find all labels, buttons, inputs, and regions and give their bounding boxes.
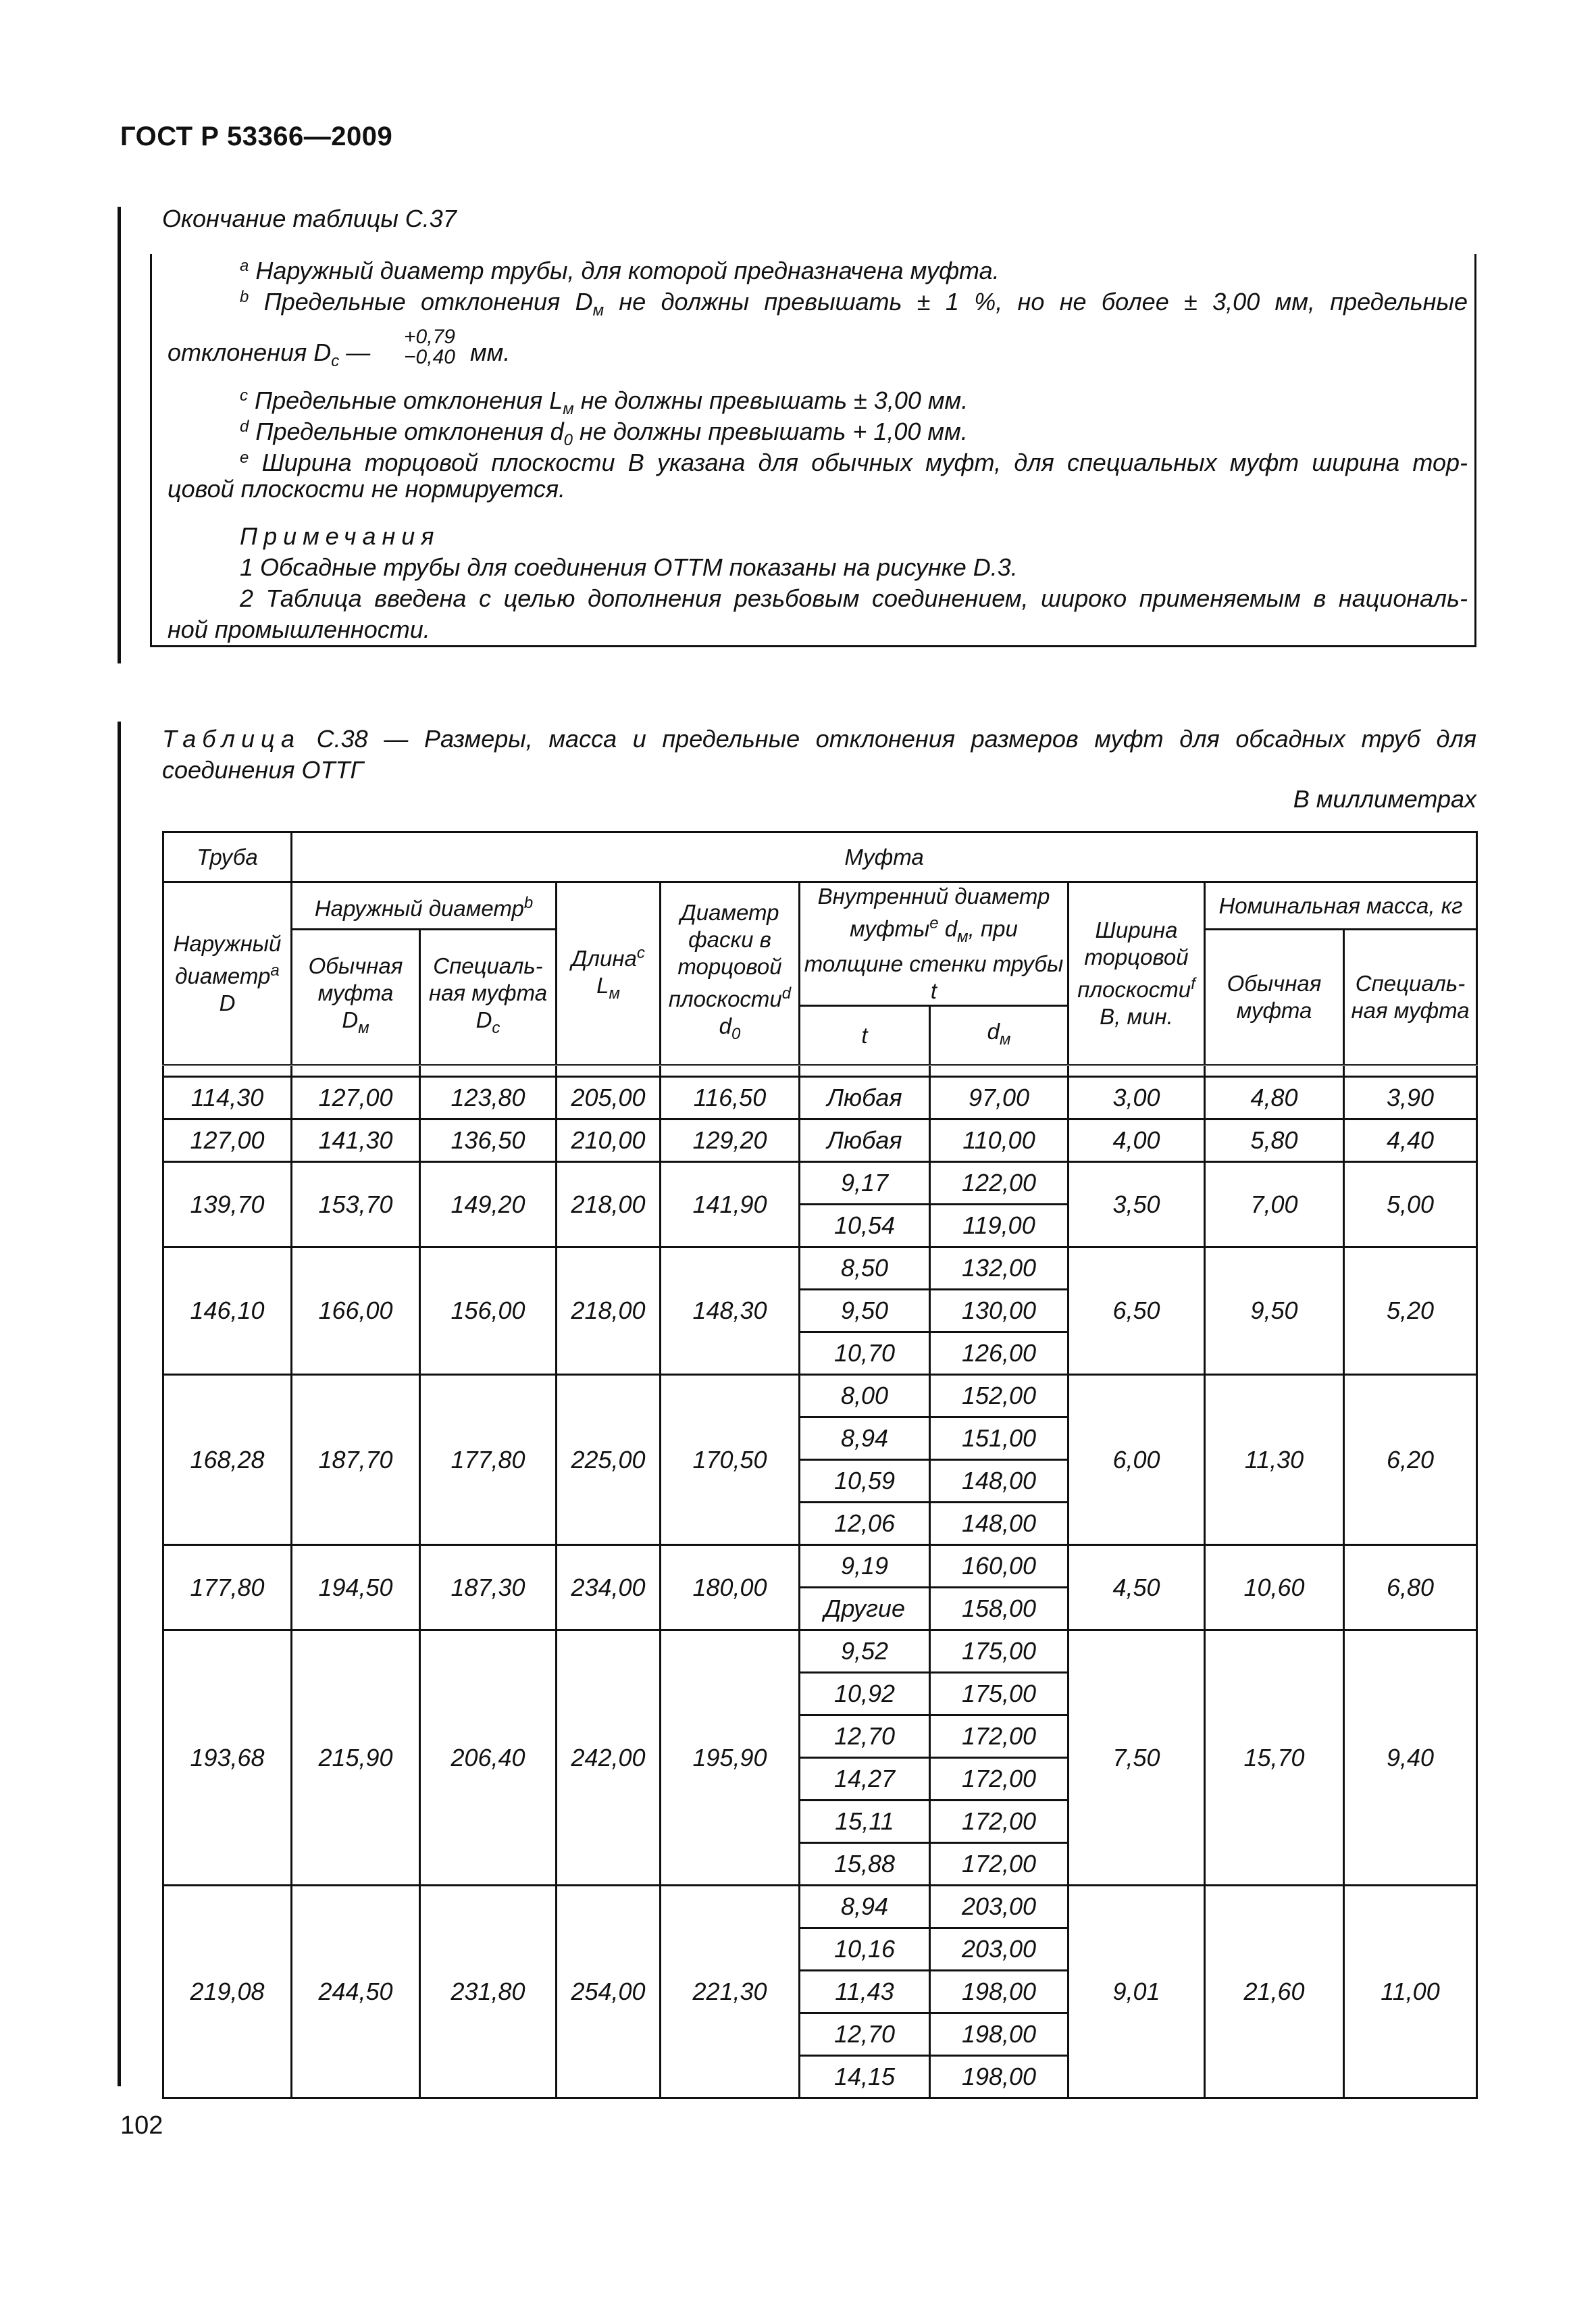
cell-pipe-od: 219,08 — [163, 1886, 292, 2098]
cell-wall-thickness: 8,00 — [800, 1375, 930, 1417]
cell-inner-diameter: 126,00 — [930, 1332, 1069, 1375]
change-bar-top — [118, 207, 121, 663]
cell-mass-special: 4,40 — [1344, 1120, 1477, 1162]
cell-coupling-od-regular: 215,90 — [292, 1630, 420, 1886]
header-mass-regular: Обычная муфта — [1205, 930, 1344, 1065]
cell-wall-thickness: 9,19 — [800, 1545, 930, 1588]
table-row — [163, 1545, 1477, 1588]
cell-end-face-width: 4,00 — [1069, 1120, 1205, 1162]
cell-mass-special: 5,00 — [1344, 1162, 1477, 1247]
footnote-c: $^c$ Предельные отклонения $L_м$ не должны превышать ± 3,00 мм. — [240, 386, 969, 418]
cell-end-face-width: 9,01 — [1069, 1886, 1205, 2098]
cell-length: 218,00 — [557, 1247, 661, 1375]
footnote-b: $^b$ Предельные отклонения $D_м$ не должны превышать ± 1 %, но не более ± 3,00 мм, предельные — [240, 288, 1468, 320]
cell-inner-diameter: 119,00 — [930, 1205, 1069, 1247]
cell-mass-regular: 11,30 — [1205, 1375, 1344, 1545]
cell-coupling-od-regular: 166,00 — [292, 1247, 420, 1375]
cell-pipe-od: 193,68 — [163, 1630, 292, 1886]
footnote-a: $^a$ Наружный диаметр трубы, для которой предназначена муфта. — [240, 257, 1000, 284]
cell-wall-thickness: Любая — [800, 1077, 930, 1120]
cell-coupling-od-regular: 127,00 — [292, 1077, 420, 1120]
cell-wall-thickness: Любая — [800, 1120, 930, 1162]
units-label: В миллиметрах — [1293, 785, 1476, 813]
cell-pipe-od: 127,00 — [163, 1120, 292, 1162]
cell-length: 210,00 — [557, 1120, 661, 1162]
cell-wall-thickness: 15,88 — [800, 1843, 930, 1886]
cell-chamfer-diameter: 195,90 — [661, 1630, 800, 1886]
cell-inner-diameter: 172,00 — [930, 1801, 1069, 1843]
header-wall-thickness: t — [800, 1006, 930, 1065]
cell-mass-special: 9,40 — [1344, 1630, 1477, 1886]
cell-inner-diameter: 198,00 — [930, 2056, 1069, 2098]
cell-coupling-od-special: 187,30 — [420, 1545, 557, 1630]
cell-inner-diameter: 148,00 — [930, 1503, 1069, 1545]
table-header — [163, 832, 1477, 1077]
table-row — [163, 1077, 1477, 1120]
cell-inner-diameter: 160,00 — [930, 1545, 1069, 1588]
cell-inner-diameter: 130,00 — [930, 1290, 1069, 1332]
cell-wall-thickness: 9,52 — [800, 1630, 930, 1673]
cell-chamfer-diameter: 180,00 — [661, 1545, 800, 1630]
cell-inner-diameter: 203,00 — [930, 1928, 1069, 1971]
header-pipe: Труба — [163, 832, 292, 882]
cell-inner-diameter: 151,00 — [930, 1417, 1069, 1460]
cell-coupling-od-special: 123,80 — [420, 1077, 557, 1120]
cell-length: 225,00 — [557, 1375, 661, 1545]
header-mass-special: Специаль-ная муфта — [1344, 930, 1477, 1065]
cell-wall-thickness: 12,06 — [800, 1503, 930, 1545]
header-nominal-mass: Номинальная масса, кг — [1205, 882, 1477, 930]
cell-inner-diameter: 152,00 — [930, 1375, 1069, 1417]
cell-mass-regular: 7,00 — [1205, 1162, 1344, 1247]
cell-end-face-width: 7,50 — [1069, 1630, 1205, 1886]
cell-inner-diameter: 148,00 — [930, 1460, 1069, 1503]
cell-end-face-width: 3,00 — [1069, 1077, 1205, 1120]
cell-inner-diameter: 158,00 — [930, 1588, 1069, 1630]
cell-pipe-od: 114,30 — [163, 1077, 292, 1120]
cell-inner-diameter: 172,00 — [930, 1843, 1069, 1886]
cell-mass-regular: 15,70 — [1205, 1630, 1344, 1886]
cell-coupling-od-special: 156,00 — [420, 1247, 557, 1375]
cell-wall-thickness: 10,54 — [800, 1205, 930, 1247]
header-coupling-od: Наружный диаметр$^b$ — [292, 882, 557, 930]
header-regular-coupling: Обычная муфта $D_м$ — [292, 930, 420, 1065]
page-number: 102 — [120, 2111, 163, 2140]
table-caption: Таблица С.38 — Размеры, масса и предельные отклонения размеров муфт для обсадных труб для — [162, 725, 1476, 753]
footnote-e-continued: цовой плоскости не нормируется. — [168, 475, 566, 503]
cell-wall-thickness: 8,50 — [800, 1247, 930, 1290]
cell-coupling-od-special: 177,80 — [420, 1375, 557, 1545]
cell-pipe-od: 146,10 — [163, 1247, 292, 1375]
cell-coupling-od-special: 231,80 — [420, 1886, 557, 2098]
cell-inner-diameter: 172,00 — [930, 1758, 1069, 1801]
cell-chamfer-diameter: 141,90 — [661, 1162, 800, 1247]
table-row — [163, 1375, 1477, 1417]
cell-pipe-od: 168,28 — [163, 1375, 292, 1545]
cell-inner-diameter: 203,00 — [930, 1886, 1069, 1928]
cell-wall-thickness: Другие — [800, 1588, 930, 1630]
table-row — [163, 1120, 1477, 1162]
table-row — [163, 1630, 1477, 1673]
table-row — [163, 1162, 1477, 1205]
table-body — [163, 1077, 1477, 2098]
cell-coupling-od-regular: 141,30 — [292, 1120, 420, 1162]
cell-length: 242,00 — [557, 1630, 661, 1886]
cell-wall-thickness: 10,70 — [800, 1332, 930, 1375]
cell-inner-diameter: 132,00 — [930, 1247, 1069, 1290]
cell-chamfer-diameter: 116,50 — [661, 1077, 800, 1120]
cell-inner-diameter: 175,00 — [930, 1630, 1069, 1673]
cell-end-face-width: 3,50 — [1069, 1162, 1205, 1247]
cell-coupling-od-regular: 244,50 — [292, 1886, 420, 2098]
table-caption-continued: соединения ОТТГ — [162, 756, 364, 784]
cell-coupling-od-special: 149,20 — [420, 1162, 557, 1247]
cell-wall-thickness: 15,11 — [800, 1801, 930, 1843]
cell-chamfer-diameter: 148,30 — [661, 1247, 800, 1375]
header-dm: $d_м$ — [930, 1006, 1069, 1065]
cell-chamfer-diameter: 170,50 — [661, 1375, 800, 1545]
header-length: Длина$^c$ $L_м$ — [557, 882, 661, 1065]
cell-mass-regular: 9,50 — [1205, 1247, 1344, 1375]
cell-end-face-width: 4,50 — [1069, 1545, 1205, 1630]
header-pipe-od: Наружный диаметр$^a$ D — [163, 882, 292, 1065]
cell-inner-diameter: 175,00 — [930, 1673, 1069, 1715]
cell-coupling-od-regular: 187,70 — [292, 1375, 420, 1545]
cell-wall-thickness: 9,17 — [800, 1162, 930, 1205]
change-bar-bottom — [118, 722, 121, 2086]
cell-wall-thickness: 12,70 — [800, 1715, 930, 1758]
cell-coupling-od-special: 136,50 — [420, 1120, 557, 1162]
document-code: ГОСТ Р 53366—2009 — [120, 122, 393, 151]
cell-mass-special: 5,20 — [1344, 1247, 1477, 1375]
note-2-continued: ной промышленности. — [168, 615, 430, 643]
cell-wall-thickness: 10,16 — [800, 1928, 930, 1971]
cell-mass-regular: 10,60 — [1205, 1545, 1344, 1630]
cell-coupling-od-regular: 194,50 — [292, 1545, 420, 1630]
cell-length: 218,00 — [557, 1162, 661, 1247]
note-2: 2 Таблица введена с целью дополнения резьбовым соединением, широко применяемым в националь- — [240, 584, 1468, 612]
cell-mass-special: 11,00 — [1344, 1886, 1477, 2098]
cell-mass-regular: 4,80 — [1205, 1077, 1344, 1120]
header-coupling: Муфта — [292, 832, 1477, 882]
header-inner-diameter: Внутренний диаметр муфты$^e$ $d_м$, при толщине стенки трубы t — [800, 882, 1069, 1006]
cell-mass-special: 3,90 — [1344, 1077, 1477, 1120]
header-chamfer-diameter: Диаметр фаски в торцовой плоскости$^d$ $d_0$ — [661, 882, 800, 1065]
cell-wall-thickness: 14,15 — [800, 2056, 930, 2098]
footnote-d: $^d$ Предельные отклонения $d_0$ не должны превышать + 1,00 мм. — [240, 418, 968, 449]
prev-table-caption: Окончание таблицы С.37 — [162, 205, 457, 232]
cell-coupling-od-regular: 153,70 — [292, 1162, 420, 1247]
cell-mass-regular: 5,80 — [1205, 1120, 1344, 1162]
cell-wall-thickness: 8,94 — [800, 1417, 930, 1460]
dimensions-table — [162, 831, 1478, 2099]
cell-mass-special: 6,20 — [1344, 1375, 1477, 1545]
cell-end-face-width: 6,50 — [1069, 1247, 1205, 1375]
header-special-coupling: Специаль-ная муфта $D_c$ — [420, 930, 557, 1065]
table-row — [163, 1886, 1477, 1928]
note-1: 1 Обсадные трубы для соединения ОТТМ показаны на рисунке D.3. — [240, 553, 1018, 581]
cell-length: 254,00 — [557, 1886, 661, 2098]
cell-wall-thickness: 10,92 — [800, 1673, 930, 1715]
cell-wall-thickness: 9,50 — [800, 1290, 930, 1332]
cell-chamfer-diameter: 221,30 — [661, 1886, 800, 2098]
cell-length: 234,00 — [557, 1545, 661, 1630]
cell-wall-thickness: 10,59 — [800, 1460, 930, 1503]
cell-coupling-od-special: 206,40 — [420, 1630, 557, 1886]
cell-inner-diameter: 97,00 — [930, 1077, 1069, 1120]
cell-inner-diameter: 122,00 — [930, 1162, 1069, 1205]
cell-wall-thickness: 12,70 — [800, 2013, 930, 2056]
header-end-face-width: Ширина торцовой плоскости$^f$ B, мин. — [1069, 882, 1205, 1065]
cell-inner-diameter: 198,00 — [930, 2013, 1069, 2056]
cell-end-face-width: 6,00 — [1069, 1375, 1205, 1545]
table-row — [163, 1247, 1477, 1290]
cell-mass-regular: 21,60 — [1205, 1886, 1344, 2098]
cell-pipe-od: 139,70 — [163, 1162, 292, 1247]
tolerance-values: +0,79 −0,40 — [404, 326, 455, 368]
cell-wall-thickness: 8,94 — [800, 1886, 930, 1928]
notes-title: Примечания — [240, 522, 440, 550]
cell-mass-special: 6,80 — [1344, 1545, 1477, 1630]
cell-inner-diameter: 172,00 — [930, 1715, 1069, 1758]
cell-wall-thickness: 14,27 — [800, 1758, 930, 1801]
tolerance-unit: мм. — [470, 338, 511, 366]
cell-chamfer-diameter: 129,20 — [661, 1120, 800, 1162]
footnote-b-continued: отклонения $D_c$ — — [168, 338, 371, 370]
footnote-e: $^e$ Ширина торцовой плоскости B указана для обычных муфт, для специальных муфт ширина тор- — [240, 449, 1468, 476]
cell-pipe-od: 177,80 — [163, 1545, 292, 1630]
cell-inner-diameter: 198,00 — [930, 1971, 1069, 2013]
cell-wall-thickness: 11,43 — [800, 1971, 930, 2013]
cell-length: 205,00 — [557, 1077, 661, 1120]
cell-inner-diameter: 110,00 — [930, 1120, 1069, 1162]
